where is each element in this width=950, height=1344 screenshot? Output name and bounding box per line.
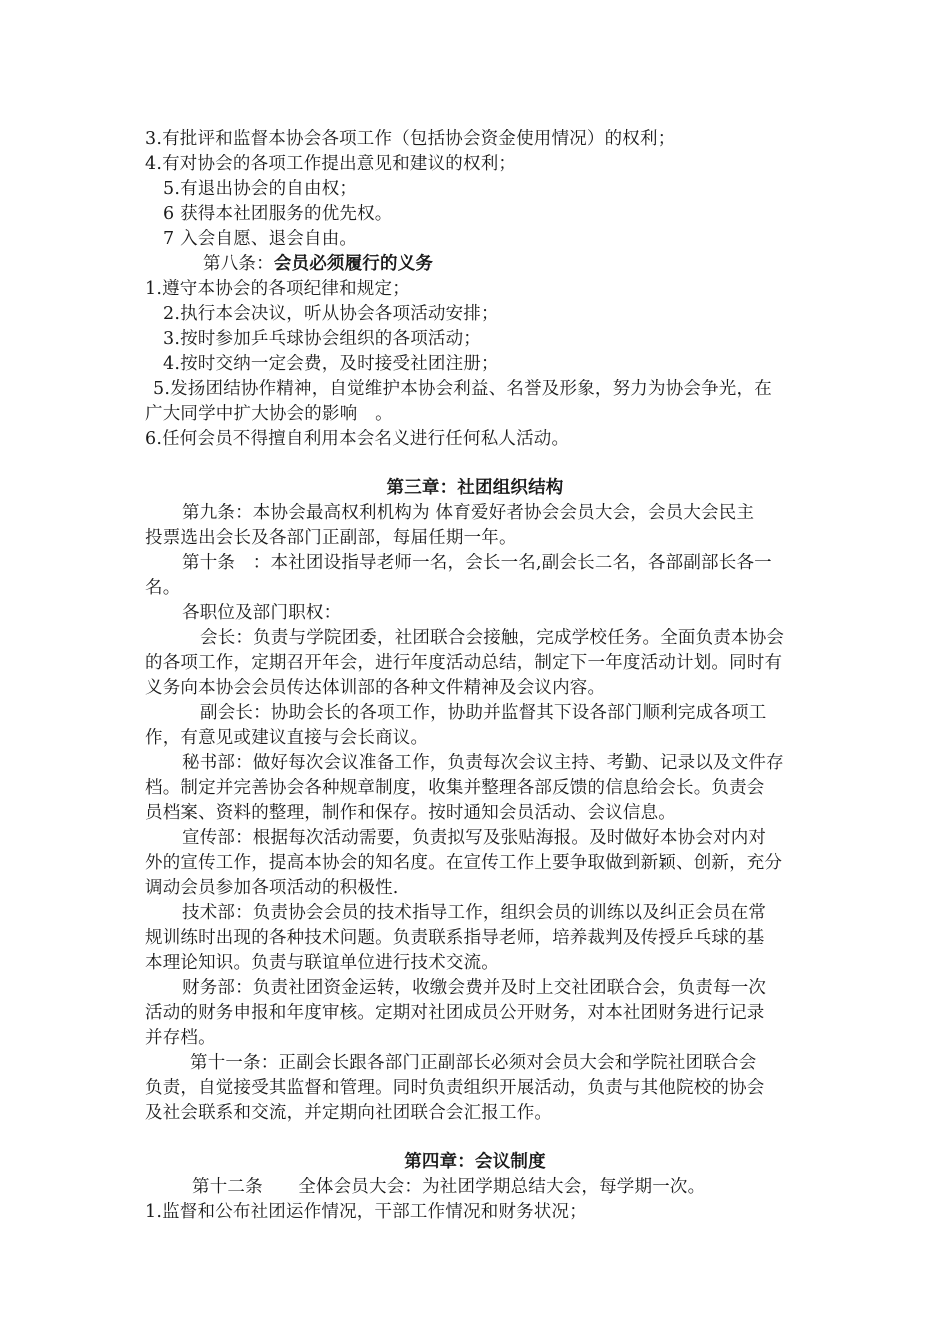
ch3-line: 外的宣传工作，提高本协会的知名度。在宣传工作上要争取做到新颖、创新，充分 <box>145 853 783 873</box>
rights-item-6: 6 获得本社团服务的优先权。 <box>163 204 393 224</box>
ch4-line: 第十二条 全体会员大会：为社团学期总结大会，每学期一次。 <box>192 1177 706 1197</box>
ch3-line: 各职位及部门职权： <box>182 603 342 623</box>
duty-item-1: 1.遵守本协会的各项纪律和规定； <box>145 279 410 299</box>
ch3-line: 规训练时出现的各种技术问题。负责联系指导老师，培养裁判及传授乒乓球的基 <box>145 928 765 948</box>
rights-item-7: 7 入会自愿、退会自由。 <box>163 229 358 249</box>
duty-item-3: 3.按时参加乒乓球协会组织的各项活动； <box>163 329 481 349</box>
article-8-title: 会员必须履行的义务 <box>273 254 434 274</box>
chapter-3-title: 第三章：社团组织结构 <box>386 478 564 498</box>
duty-item-5-cont: 广大同学中扩大协会的影响 。 <box>145 404 393 424</box>
duty-item-5: 5.发扬团结协作精神，自觉维护本协会利益、名誉及形象，努力为协会争光，在 <box>153 379 772 399</box>
ch3-line: 投票选出会长及各部门正副部，每届任期一年。 <box>145 528 517 548</box>
ch3-line: 第十一条：正副会长跟各部门正副部长必须对会员大会和学院社团联合会 <box>190 1053 757 1073</box>
ch3-line: 会长：负责与学院团委，社团联合会接触，完成学校任务。全面负责本协会 <box>200 628 785 648</box>
ch3-line: 名。 <box>145 578 181 598</box>
article-8-heading <box>203 252 433 276</box>
ch3-line: 档。制定并完善协会各种规章制度，收集并整理各部反馈的信息给会长。负责会 <box>145 778 765 798</box>
ch4-line: 1.监督和公布社团运作情况，干部工作情况和财务状况； <box>145 1202 587 1222</box>
ch3-line: 负责，自觉接受其监督和管理。同时负责组织开展活动，负责与其他院校的协会 <box>145 1078 765 1098</box>
rights-item-4: 4.有对协会的各项工作提出意见和建议的权利； <box>145 154 517 174</box>
ch3-line: 财务部：负责社团资金运转，收缴会费并及时上交社团联合会，负责每一次 <box>182 978 767 998</box>
ch3-line: 副会长：协助会长的各项工作，协助并监督其下设各部门顺利完成各项工 <box>200 703 767 723</box>
chapter-4-title: 第四章：会议制度 <box>404 1152 546 1172</box>
ch3-line: 并存档。 <box>145 1028 216 1048</box>
ch3-line: 本理论知识。负责与联谊单位进行技术交流。 <box>145 953 499 973</box>
ch3-line: 第九条：本协会最高权利机构为 体育爱好者协会会员大会，会员大会民主 <box>182 503 755 523</box>
rights-item-3: 3.有批评和监督本协会各项工作（包括协会资金使用情况）的权利； <box>145 129 676 149</box>
ch3-line: 员档案、资料的整理，制作和保存。按时通知会员活动、会议信息。 <box>145 803 676 823</box>
ch3-line: 技术部：负责协会会员的技术指导工作，组织会员的训练以及纠正会员在常 <box>182 903 767 923</box>
ch3-line: 调动会员参加各项活动的积极性. <box>145 878 399 898</box>
ch3-line: 作，有意见或建议直接与会长商议。 <box>145 728 429 748</box>
article-8-prefix: 第八条： <box>203 254 274 274</box>
ch3-line: 及社会联系和交流，并定期向社团联合会汇报工作。 <box>145 1103 553 1123</box>
rights-item-5: 5.有退出协会的自由权； <box>163 179 358 199</box>
ch3-line: 活动的财务申报和年度审核。定期对社团成员公开财务，对本社团财务进行记录 <box>145 1003 765 1023</box>
duty-item-6: 6.任何会员不得擅自利用本会名义进行任何私人活动。 <box>145 429 570 449</box>
ch3-line: 秘书部：做好每次会议准备工作，负责每次会议主持、考勤、记录以及文件存 <box>182 753 784 773</box>
duty-item-2: 2.执行本会决议，听从协会各项活动安排； <box>163 304 499 324</box>
ch3-line: 的各项工作，定期召开年会，进行年度活动总结，制定下一年度活动计划。同时有 <box>145 653 783 673</box>
ch3-line: 义务向本协会会员传达体训部的各种文件精神及会议内容。 <box>145 678 606 698</box>
ch3-line: 宣传部：根据每次活动需要，负责拟写及张贴海报。及时做好本协会对内对 <box>182 828 767 848</box>
duty-item-4: 4.按时交纳一定会费，及时接受社团注册； <box>163 354 499 374</box>
ch3-line: 第十条 ：本社团设指导老师一名，会长一名,副会长二名，各部副部长各一 <box>182 553 772 573</box>
